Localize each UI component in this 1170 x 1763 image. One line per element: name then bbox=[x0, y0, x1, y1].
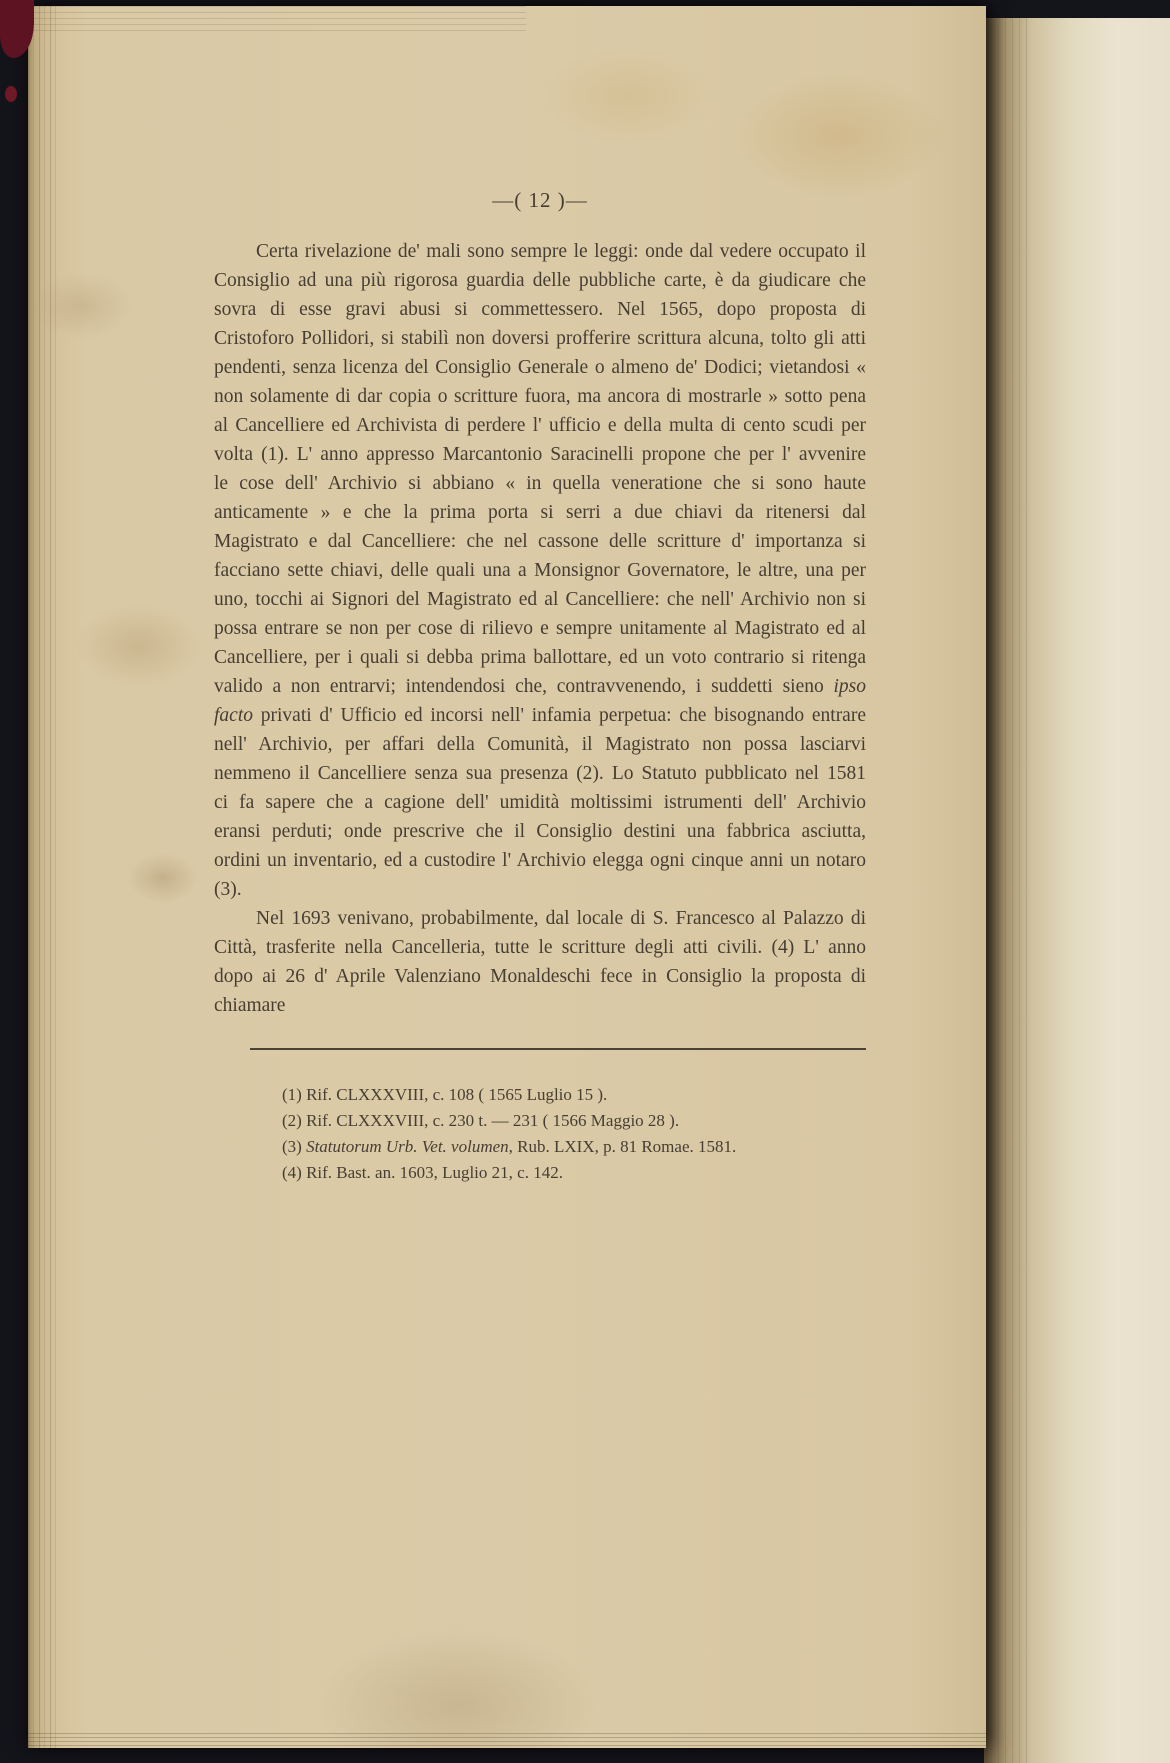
footnote-3-label: (3) bbox=[282, 1137, 307, 1156]
footnote-2: (2) Rif. CLXXXVIII, c. 230 t. — 231 ( 1566 Maggio 28 ). bbox=[282, 1111, 680, 1130]
latin-phrase-italic: ipso facto bbox=[214, 676, 866, 726]
footnote-separator-rule bbox=[250, 1048, 866, 1050]
paragraph-2: Nel 1693 venivano, probabilmente, dal locale di S. Francesco al Palazzo di Città, trasferite nella Cancelleria, tutte le scritture degli atti civili. (4) L' anno dopo ai 26 d' Aprile Valenziano Monaldeschi fece in Consiglio la proposta di chiamare bbox=[214, 908, 866, 1016]
red-ink-stain-small bbox=[5, 86, 17, 102]
footnote-3-rest: , Rub. LXIX, p. 81 Romae. 1581. bbox=[508, 1137, 737, 1156]
printed-text-block bbox=[214, 188, 866, 1186]
footnote-1: (1) Rif. CLXXXVIII, c. 108 ( 1565 Luglio 15 ). bbox=[282, 1085, 608, 1104]
scanned-book-page bbox=[28, 6, 986, 1748]
page-stack-edge-left bbox=[28, 6, 58, 1748]
page-stack-edge-top bbox=[28, 6, 526, 32]
paragraph-1-text: Certa rivelazione de' mali sono sempre le leggi: onde dal vedere occupato il Consiglio ad una più rigorosa guardia delle pubbliche carte, è da giudicare che sovra di esse gravi abusi si commettessero. Nel 1565, dopo proposta di Cristoforo Pollidori, si stabilì non doversi profferire scrittura alcuna, tolto gli atti pendenti, senza licenza del Consiglio Generale o almeno de' Dodici; vietandosi « non solamente di dar copia o scritture fuora, ma ancora di mostrarle » sotto pena al Cancelliere ed Archivista di perdere l' ufficio e della multa di cento scudi per volta (1). L' anno appresso Marcantonio Saracinelli propone che per l' avvenire le cose dell' Archivio si abbiano « in quella veneratione che si sono haute anticamente » e che la prima porta si serri a due chiavi da ritenersi dal Magistrato e dal Cancelliere: che nel cassone delle scritture d' importanza si facciano sette chiavi, delle quali una a Monsignor Governatore, le altre, una per uno, tocchi ai Signori del Magistrato ed al Cancelliere: che nell' Archivio non si possa entrare se non per cose di rilievo e sempre unitamente al Magistrato ed al Cancelliere, per i quali si debba prima ballottare, ed un voto contrario si ritenga valido a non entrarvi; intendendosi che, contravvenendo, i suddetti sieno bbox=[214, 241, 866, 697]
facing-page-sheet-lines bbox=[984, 18, 1030, 1763]
footnote-4: (4) Rif. Bast. an. 1603, Luglio 21, c. 142. bbox=[282, 1163, 563, 1182]
footnotes-section bbox=[214, 1082, 866, 1186]
paragraph-1 bbox=[214, 237, 866, 904]
footnote-3 bbox=[282, 1134, 866, 1160]
facing-page-edge bbox=[984, 18, 1170, 1763]
page-number: —( 12 )— bbox=[492, 188, 588, 212]
footnote-3-title-italic: Statutorum Urb. Vet. volumen bbox=[306, 1137, 509, 1156]
page-stack-edge-bottom bbox=[28, 1730, 986, 1748]
paragraph-1-text-continued: privati d' Ufficio ed incorsi nell' infamia perpetua: che bisognando entrare nell' Archivio, per affari della Comunità, il Magistrato non possa lasciarvi nemmeno il Cancelliere senza sua presenza (2). Lo Statuto pubblicato nel 1581 ci fa sapere che a cagione dell' umidità moltissimi istrumenti dell' Archivio eransi perduti; onde prescrive che il Consiglio destini una fabbrica asciutta, ordini un inventario, ed a custodire l' Archivio elegga ogni cinque anni un notaro (3). bbox=[214, 705, 866, 900]
